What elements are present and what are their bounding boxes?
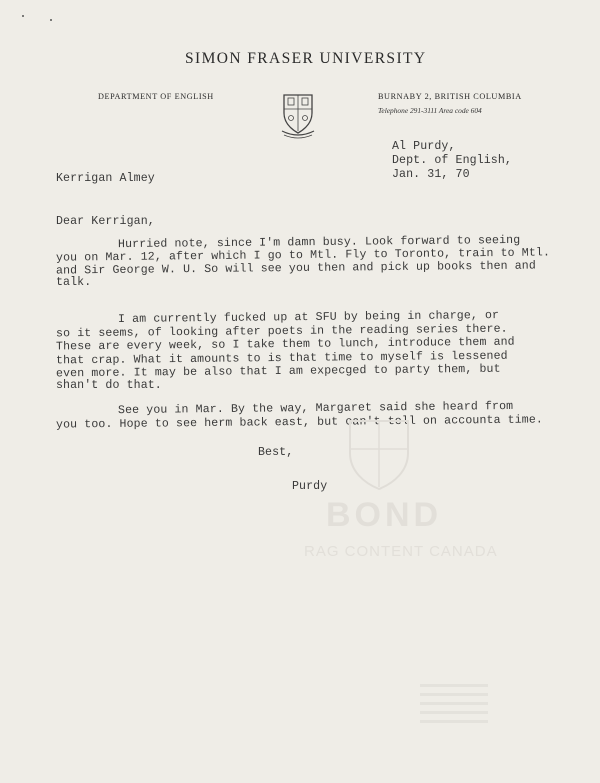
letterhead-department: DEPARTMENT OF ENGLISH	[98, 92, 214, 101]
body-line: I am currently fucked up at SFU by being in charge, or	[117, 309, 500, 326]
letterhead-institution: SIMON FRASER UNIVERSITY	[185, 50, 427, 67]
body-line: talk.	[56, 276, 92, 289]
body-line: See you in Mar. By the way, Margaret said she heard from	[117, 399, 514, 418]
letter-date: Jan. 31, 70	[392, 168, 470, 181]
body-line: even more. It may be also that I am expecged to party them, but	[55, 362, 501, 381]
watermark-text: RAG CONTENT CANADA	[304, 543, 498, 560]
salutation: Dear Kerrigan,	[56, 215, 155, 228]
letterhead-address: BURNABY 2, BRITISH COLUMBIA	[378, 92, 522, 101]
paper-mark	[50, 19, 52, 21]
body-line: you too. Hope to see herm back east, but can't tell on accounta time.	[55, 413, 544, 432]
university-crest-icon	[278, 91, 318, 139]
body-line: Hurried note, since I'm damn busy. Look forward to seeing	[117, 233, 521, 252]
signature: Purdy	[292, 480, 328, 493]
body-line: shan't do that.	[56, 379, 162, 392]
paper-mark	[22, 15, 24, 17]
body-line: and Sir George W. U. So will see you then and pick up books then and	[55, 259, 536, 278]
recipient-name: Kerrigan Almey	[56, 172, 155, 185]
sender-name: Al Purdy,	[392, 140, 456, 153]
watermark-crest-icon	[338, 415, 420, 495]
paper-show-through	[420, 684, 488, 724]
body-line: so it seems, of looking after poets in the reading series there.	[55, 322, 508, 341]
closing: Best,	[258, 446, 294, 459]
watermark-brand: BOND	[326, 496, 443, 534]
body-line: These are every week, so I take them to lunch, introduce them and	[55, 335, 515, 354]
sender-department: Dept. of English,	[392, 154, 512, 167]
body-line: that crap. What it amounts to is that time to myself is lessened	[55, 349, 508, 368]
letterhead-telephone: Telephone 291-3111 Area code 604	[378, 106, 482, 115]
body-line: you on Mar. 12, after which I go to Mtl. Fly to Toronto, train to Mtl.	[55, 246, 551, 265]
